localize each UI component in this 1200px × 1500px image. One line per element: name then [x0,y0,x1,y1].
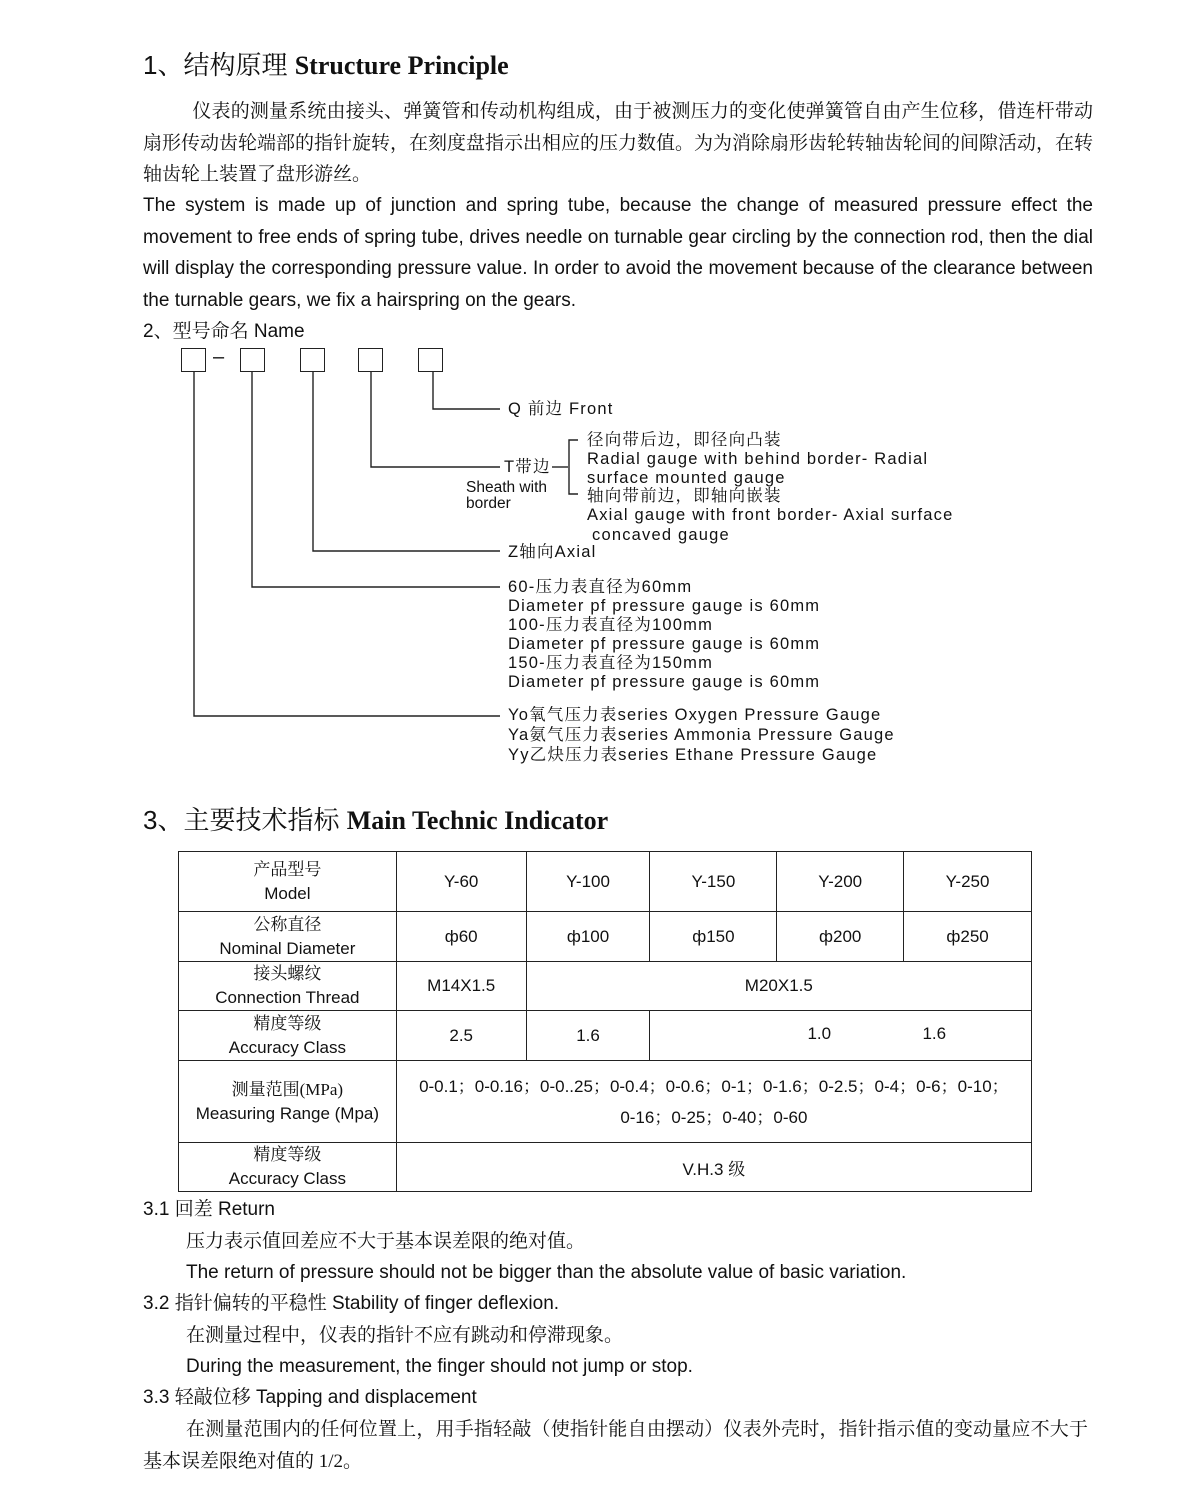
series-line: Ya氨气压力表series Ammonia Pressure Gauge [508,726,895,744]
s31-title: 3.1 回差 Return [143,1199,275,1220]
range-line-2: 0-16；0-25；0-40；0-60 [620,1107,808,1127]
model-header-cn: 产品型号 [253,859,322,879]
border-connector [371,372,500,467]
axial-border-cn: 轴向带前边，即轴向嵌装 [587,487,782,505]
model-header [179,852,397,912]
s31-cn: 压力表示值回差应不大于基本误差限的绝对值。 [186,1231,586,1252]
diameter-header-cn: 公称直径 [253,914,322,934]
series-line: Yo氧气压力表series Oxygen Pressure Gauge [508,706,882,724]
axial-connector [313,372,500,551]
diameter-header [179,912,397,962]
accuracy2-header-cn: 精度等级 [253,1145,322,1164]
range-header-cn: 测量范围(MPa) [231,1079,344,1099]
thread-header [179,962,397,1011]
table-row [179,1143,1032,1192]
table-row [179,1061,1032,1143]
table-cell: ф100 [526,912,650,962]
table-cell: M20X1.5 [526,962,1031,1011]
section2-heading: 2、型号命名 Name [143,321,305,342]
sheath-brace [569,440,578,494]
table-cell: ф150 [650,912,777,962]
s33-title: 3.3 轻敲位移 Tapping and displacement [143,1387,477,1408]
section1-heading-en: Structure Principle [294,51,509,80]
sheath-cn: T带边 [504,458,551,476]
accuracy-value: 1.0 [807,1023,832,1043]
table-cell: 1.6 [526,1011,650,1061]
s32-en: During the measurement, the finger should not jump or stop. [186,1356,693,1377]
model-header-en: Model [264,883,311,903]
accuracy2-header-en: Accuracy Class [228,1169,346,1188]
s32-title: 3.2 指针偏转的平稳性 Stability of finger deflexion. [143,1293,560,1314]
table-cell: Y-200 [777,852,904,912]
table-cell [650,1011,1032,1061]
diameter-line: Diameter pf pressure gauge is 60mm [508,673,821,691]
accuracy-header-cn: 精度等级 [253,1013,322,1033]
table-cell: Y-100 [526,852,650,912]
axial-label: Z轴向Axial [508,543,597,561]
table-cell: V.H.3 级 [396,1143,1031,1192]
series-line: Yy乙炔压力表series Ethane Pressure Gauge [508,746,878,764]
table-cell: Y-60 [396,852,526,912]
section1-paragraph-cn: 仪表的测量系统由接头、弹簧管和传动机构组成，由于被测压力的变化使弹簧管自由产生位移，借连杆带动扇形传动齿轮端部的指针旋转，在刻度盘指示出相应的压力数值。为为消除扇形齿轮转轴齿轮间的间隙活动，在转轴齿轮上装置了盘形游丝。 [143,101,1094,185]
s31-en: The return of pressure should not be bigger than the absolute value of basic variation. [186,1262,907,1283]
diameter-line: 100-压力表直径为100mm [508,616,714,634]
table-cell: ф200 [777,912,904,962]
section3-heading-en: Main Technic Indicator [346,806,609,835]
accuracy2-header [179,1143,397,1192]
table-cell: ф250 [904,912,1032,962]
table-cell: Y-250 [904,852,1032,912]
section3-heading [143,805,608,836]
s32-cn: 在测量过程中，仪表的指针不应有跳动和停滞现象。 [186,1325,624,1346]
axial-border-en-1: Axial gauge with front border- Axial surface [587,506,954,524]
range-header-en: Measuring Range (Mpa) [195,1103,380,1123]
axial-border-en-2: concaved gauge [592,526,730,544]
front-label: Q 前边 Front [508,400,614,418]
table-cell: 2.5 [396,1011,526,1061]
accuracy-header [179,1011,397,1061]
table-cell: ф60 [396,912,526,962]
s33-paragraph: 在测量范围内的任何位置上，用手指轻敲（使指针能自由摆动）仪表外壳时，指针指示值的变动量应不大于基本误差限绝对值的 1/2。 [143,1419,1088,1472]
section1-paragraph-en: The system is made up of junction and spring tube, because the change of measured pressure effect the movement to free ends of spring tube, drives needle on turnable gear circling by the connection rod, then the dial will display the corresponding pressure value. In order to avoid the movement because of the clearance between the turnable gears, we fix a hairspring on the gears. [143,195,1093,311]
table-row [179,912,1032,962]
table-cell: M14X1.5 [396,962,526,1011]
thread-header-en: Connection Thread [215,988,360,1007]
code-dash: – [213,346,225,368]
spec-table [178,851,1032,1192]
accuracy-header-en: Accuracy Class [228,1037,346,1057]
range-line-1: 0-0.1；0-0.16；0-0..25；0-0.4；0-0.6；0-1；0-1.6；0-2.5；0-4；0-6；0-10； [419,1076,1009,1096]
radial-en-1: Radial gauge with behind border- Radial [587,450,929,468]
series-connector [194,372,500,716]
thread-header-cn: 接头螺纹 [253,964,322,983]
table-row [179,962,1032,1011]
radial-en-2: surface mounted gauge [587,469,786,487]
section3-heading-cn: 3、主要技术指标 [143,805,340,835]
diameter-line: 60-压力表直径为60mm [508,578,693,596]
table-cell: Y-150 [650,852,777,912]
sheath-en-2: border [466,495,511,512]
radial-cn: 径向带后边，即径向凸装 [587,431,782,449]
diameter-line: Diameter pf pressure gauge is 60mm [508,635,821,653]
table-row [179,1011,1032,1061]
diameter-line: 150-压力表直径为150mm [508,654,714,672]
accuracy-value: 1.6 [922,1023,947,1043]
table-row [179,852,1032,912]
section1-heading-cn: 1、结构原理 [143,50,288,80]
front-connector [433,372,500,409]
sheath-en-1: Sheath with [466,479,547,496]
diameter-connector [252,372,500,587]
range-cell [396,1061,1031,1143]
range-header [179,1061,397,1143]
diameter-header-en: Nominal Diameter [219,938,356,958]
diameter-line: Diameter pf pressure gauge is 60mm [508,597,821,615]
